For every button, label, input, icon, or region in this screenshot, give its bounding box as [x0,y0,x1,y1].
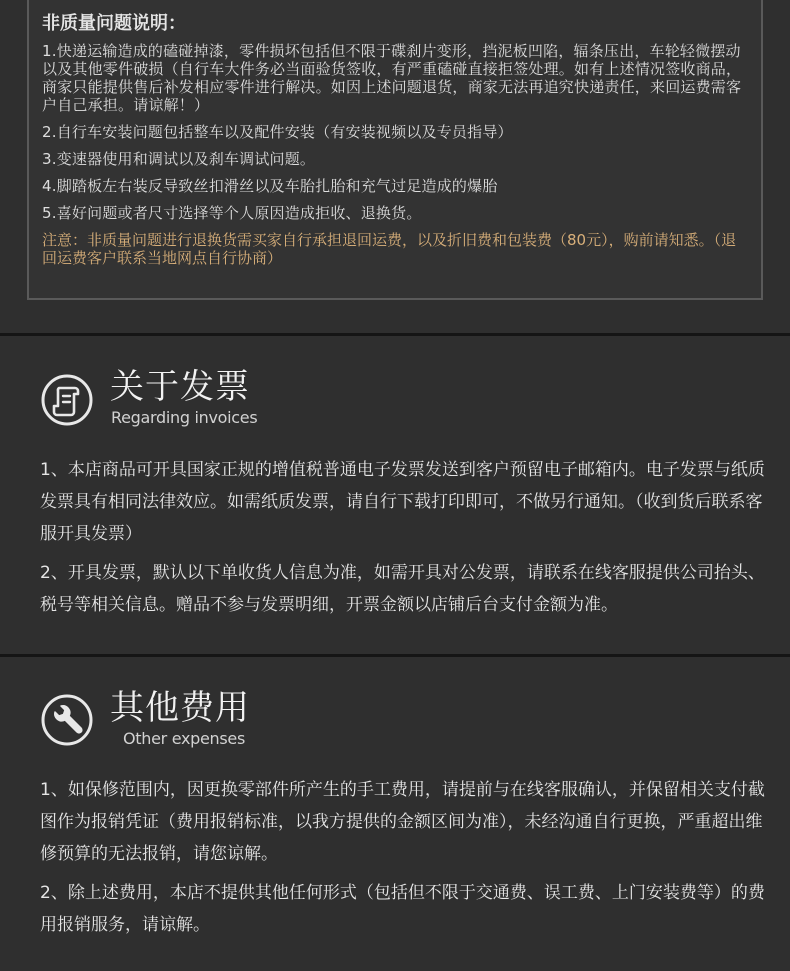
notice-box [27,0,763,300]
notice-item: 2.自行车安装问题包括整车以及配件安装（有安装视频以及专员指导） [42,123,513,141]
invoice-paragraph-2: 2、开具发票，默认以下单收货人信息为准，如需开具对公发票，请联系在线客服提供公司抬头、税号等相关信息。赠品不参与发票明细，开票金额以店铺后台支付金额为准。 [40,563,765,615]
notice-item: 4.脚踏板左右装反导致丝扣滑丝以及车胎扎胎和充气过足造成的爆胎 [42,177,498,195]
expenses-subtitle: Other expenses [123,729,246,748]
expenses-section [0,657,790,971]
invoice-subtitle: Regarding invoices [111,408,258,427]
notice-note: 注意：非质量问题进行退换货需买家自行承担退回运费，以及折旧费和包装费（80元），购前请知悉。（退回运费客户联系当地网点自行协商） [42,231,737,267]
expenses-title: 其他费用 [110,688,250,728]
notice-item: 3.变速器使用和调试以及刹车调试问题。 [42,150,316,168]
notice-title: 非质量问题说明： [42,13,186,34]
non-quality-section [0,0,790,333]
wrench-icon [41,694,93,746]
notice-item: 1.快递运输造成的磕碰掉漆，零件损坏包括但不限于碟刹片变形，挡泥板凹陷，辐条压出，车轮轻微摆动以及其他零件破损（自行车大件务必当面验货签收，有严重磕碰直接拒签处理。如有上述情况签收商品，商家只能提供售后补发相应零件进行解决。如因上述问题退货，商家无法再追究快递责任，来回运费需客户自己承担。请谅解！） [42,42,742,114]
invoice-icon [41,374,93,426]
invoice-paragraph-1: 1、本店商品可开具国家正规的增值税普通电子发票发送到客户预留电子邮箱内。电子发票与纸质发票具有相同法律效应。如需纸质发票，请自行下载打印即可，不做另行通知。（收到货后联系客服开具发票） [40,460,765,544]
invoice-title: 关于发票 [110,367,250,407]
notice-item: 5.喜好问题或者尺寸选择等个人原因造成拒收、退换货。 [42,204,422,222]
expenses-paragraph-2: 2、除上述费用，本店不提供其他任何形式（包括但不限于交通费、误工费、上门安装费等）的费用报销服务，请谅解。 [40,883,765,935]
expenses-paragraph-1: 1、如保修范围内，因更换零部件所产生的手工费用，请提前与在线客服确认，并保留相关支付截图作为报销凭证（费用报销标准，以我方提供的金额区间为准），未经沟通自行更换，严重超出维修预算的无法报销，请您谅解。 [40,780,765,864]
invoice-section [0,336,790,654]
